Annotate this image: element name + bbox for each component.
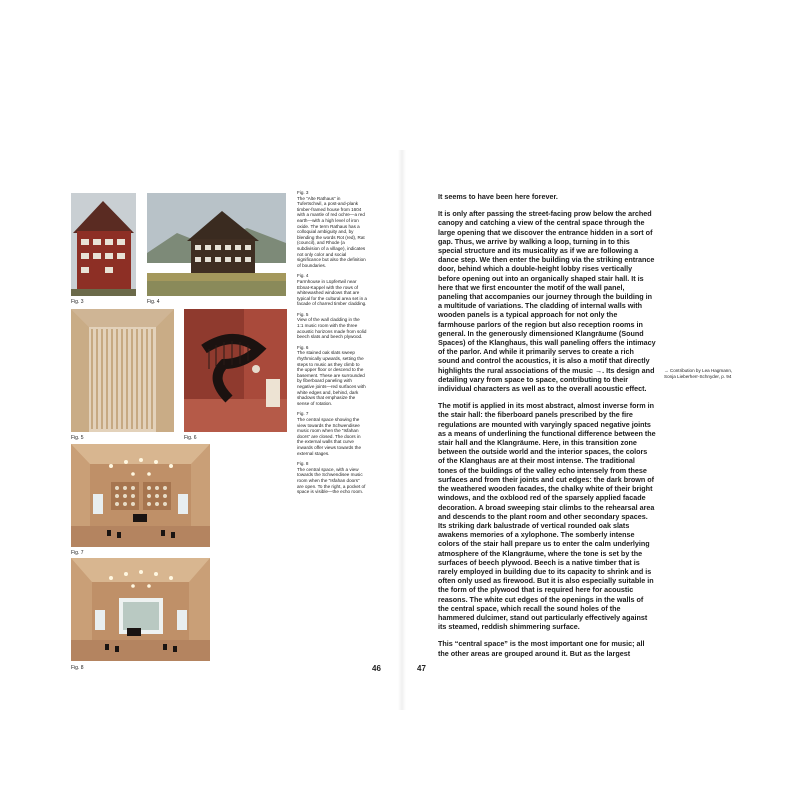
- caption-fig-7: [297, 411, 367, 456]
- page-number-left: 46: [372, 664, 381, 673]
- fig-3-label: Fig. 3: [71, 299, 84, 305]
- fig-8-label: Fig. 8: [71, 665, 84, 671]
- caption-text: View of the wall cladding in the 1:1 music room with the three acoustic horizons made from solid beech slats and beech plywood.: [297, 317, 367, 340]
- paragraph-2: It is only after passing the street-facing prow below the arched canopy and catching a view of the central space through the large opening that we discover the entrance hidden in a sort of gap. Thus, we arrive by walking a loop, turning in to this special structure and its musicality as if we are following a dance step. We then enter the building via the striking entrance door, behind which a double-height lobby rises vertically before opening out into an organically shaped stair hall. It is here that we first encounter the motif of the wall panel, paneling that accompanies our journey through the building in a multitude of variations. The cladding of internal walls with wooden panels is a typical approach for not only the farmhouse parlors of the region but also reception rooms in general. In the generously dimensioned Klangräume (Sound Spaces) of the Klanghaus, this wall paneling offers the intimacy of the parlor. And while it primarily serves to create a rich sound and control the acoustics, it is also a motif that directly highlights the rural associations of the music →. Its design and detailing vary from space to space, contributing to their individual characters as well as to the overall acoustic effect.: [438, 209, 656, 394]
- caption-fig-5: [297, 312, 367, 340]
- photo-fig-3: [71, 193, 136, 296]
- caption-text: The stained oak slats sweep rhythmically upwards, setting the steps to music as they climb to the upper floor or descend to the basement. These are surrounded by fiberboard paneling with negative joints—red surfaces with white edges and, behind, dark shadows that emphasize the sense of rotation.: [297, 350, 366, 406]
- photo-fig-5: [71, 309, 174, 432]
- photo-fig-4: [147, 193, 286, 296]
- caption-text: The central space, with a view towards the Schwendisee music room when the “Isfahan doors” are open. To the right, a pocket of space is visible—the echo room.: [297, 466, 366, 495]
- caption-text: Farmhouse in Lüpfertwil near Ebnat-Kappel with the rows of whitewashed windows that are typical for the cultural area set in a facade of charred timber cladding.: [297, 278, 367, 307]
- caption-fig-6: [297, 345, 367, 407]
- captions-column: [297, 190, 367, 500]
- caption-fig-8: [297, 461, 367, 495]
- caption-title: Fig. 3: [297, 190, 309, 195]
- paragraph-3: The motif is applied in its most abstract, almost inverse form in the stair hall: the fiberboard panels prescribed by the fire regulations are mounted with varyingly spaced negative joints as a means of underlining the functional difference between the stair hall and the Klangräume. Here, in this transition zone between the outside world and the interior spaces, the colors of the Klanghaus are at their most intense. The traditional tones of the buildings of the valley echo intensely from these surfaces and from their joints and cut edges: the dark brown of the weathered wooden facades, the chalky white of their bright windows, and the oxblood red of the sparsely applied facade decoration. A broad sweeping stair climbs to the rehearsal area and descends to the plant room and other secondary spaces. Its striking dark balustrade of vertical rounded oak slats awakens memories of a xylophone. The somberly intense colors of the stair hall prepare us to enter the calm underlying atmosphere of the Klangräume, where the tone is set by the surfaces of beech plywood. Beech is a native timber that is rarely employed in building due to its capacity to shrink and is often only used as firewood. But it is also especially suitable in the form of the plywood that is required here for acoustic reasons. The white cut edges of the openings in the walls of the central space, which recall the sound holes of the hammered dulcimer, stand out particularly effectively against its steamed, reddish shimmering surface.: [438, 401, 656, 632]
- page-number-right: 47: [417, 664, 426, 673]
- paragraph-4: This “central space” is the most important one for music; all the other areas are grouped around it. But as the largest: [438, 639, 645, 658]
- caption-text: The “Alte Rathaus” in Tufertschwil, a post-and-plank timber-framed house from 1604 with a mantle of red ochre—a red earth—with a high level of iron oxide. The term Rathaus has a colloquial ambiguity and, by blending the words Rot (red), Rat (council), and Rhode (a subdivision of a village), indicates not only color and social significance but also the definition of boundaries.: [297, 195, 366, 268]
- fig-5-label: Fig. 5: [71, 435, 84, 441]
- fig-6-label: Fig. 6: [184, 435, 197, 441]
- caption-text: The central space showing the view towards the Schwendisee music room when the “Isfahan doors” are closed. The doors in the external walls that curve inwards offer views towards the external stages.: [297, 416, 362, 456]
- caption-fig-3: [297, 190, 367, 268]
- caption-title: Fig. 5: [297, 311, 309, 317]
- fig-7-label: Fig. 7: [71, 550, 84, 556]
- caption-title: Fig. 6: [297, 344, 309, 350]
- caption-title: Fig. 8: [297, 461, 309, 467]
- photo-fig-7: [71, 444, 210, 547]
- caption-title: Fig. 7: [297, 411, 309, 417]
- caption-title: Fig. 4: [297, 273, 309, 279]
- caption-fig-4: [297, 273, 367, 307]
- gutter-shadow: [398, 150, 406, 710]
- photo-fig-6: [184, 309, 287, 432]
- photo-fig-8: [71, 558, 210, 661]
- side-note: → Contribution by Lea Hagmann, Sonja Lieberherr-Schnyder, p. 94: [664, 368, 733, 379]
- paragraph-1: It seems to have been here forever.: [438, 192, 558, 201]
- body-text: [438, 192, 656, 666]
- fig-4-label: Fig. 4: [147, 299, 160, 305]
